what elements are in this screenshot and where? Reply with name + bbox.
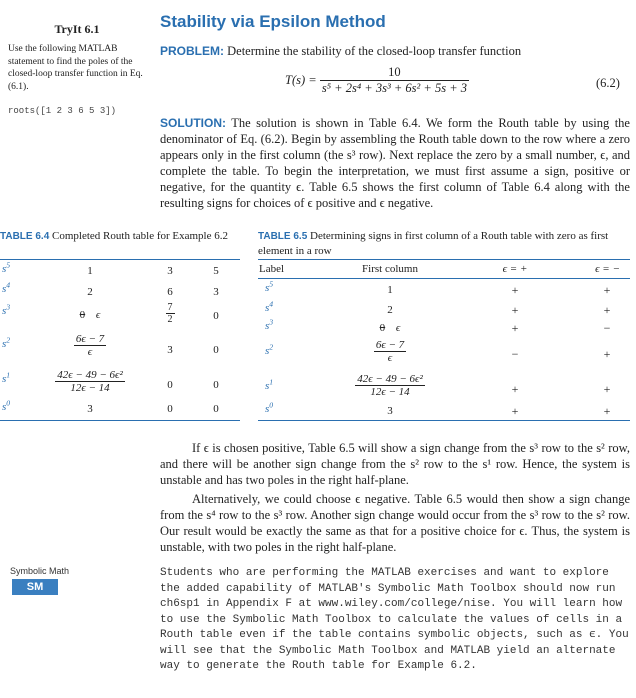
solution-text: The solution is shown in Table 6.4. We form the Routh table by using the denominator of Eq. (6.2). Begin by assembling the Routh table down to the row where a zero appears only in the first column (the s³ row). Next replace the zero by a small number, ϵ, and complete the table. To begin the interpretation, we must first assume a sign, positive or negative, for the quantity ϵ. Table 6.5 shows the first column of Table 6.4 along with the resulting signs for choices of ϵ positive and ϵ negative. <box>160 116 630 210</box>
frac-num: 6ϵ − 7 <box>75 333 105 345</box>
sign-pos: + <box>511 321 519 335</box>
equation-6-2 <box>285 65 469 96</box>
table-cell: 3 <box>213 286 219 298</box>
paragraph-1: If ϵ is chosen positive, Table 6.5 will show a sign change from the s³ row to the s² row, and there will be another sign change from the s² row to the s¹ row. Hence, the system is unstable and has two poles in the right half-plane. <box>160 441 630 487</box>
table-cell-fraction <box>355 339 425 364</box>
table-cell: 3 <box>87 403 93 415</box>
table-cell-fraction <box>160 302 180 325</box>
frac-num: 6ϵ − 7 <box>375 339 405 351</box>
table-cell: 5 <box>213 265 219 277</box>
sign-neg: + <box>603 303 611 317</box>
epsilon: ϵ <box>395 322 401 334</box>
sign-pos: + <box>511 283 519 297</box>
table-cell-struck <box>60 309 120 321</box>
table-6-5-caption-text: Determining signs in first column of a Routh table with zero as first element in a row <box>258 230 609 257</box>
table-row-label: $s^3$ <box>265 317 274 332</box>
table-cell: 2 <box>87 286 93 298</box>
tryit-code: roots([1 2 3 6 5 3]) <box>8 106 117 116</box>
table-cell: 1 <box>387 284 393 296</box>
struck-zero: 0 <box>79 309 86 321</box>
frac-num: 42ϵ − 49 − 6ϵ² <box>57 369 123 381</box>
table-6-4-label: TABLE 6.4 <box>0 231 50 242</box>
table-6-5-caption <box>258 229 630 258</box>
table-cell: 1 <box>87 265 93 277</box>
table-6-5-header-label: Label <box>259 263 285 275</box>
tryit-text: Use the following MATLAB statement to find the poles of the closed-loop transfer function in Eq. (6.1). <box>8 44 143 92</box>
table-row-label: $s^4$ <box>2 280 11 295</box>
sign-neg: + <box>603 404 611 418</box>
symbolic-math-text: Students who are performing the MATLAB exercises and want to explore the added capability of MATLAB's Symbolic Math Toolbox should now run ch6sp1 in Appendix F at www.wiley.com/college/nise. You will learn how to use the Symbolic Math Toolbox to calculate the values of cells in a Routh table even if the table contains symbolic objects, such as ϵ. You will see that the Symbolic Math Toolbox and MATLAB yield an alternate way to generate the Routh table for Example 6.2. <box>160 567 629 672</box>
eq-lhs: T(s) = <box>285 73 317 87</box>
table-6-5-header-eps-neg: ϵ = − <box>595 263 620 275</box>
solution-label: SOLUTION: <box>160 116 226 130</box>
table-cell: 0 <box>167 403 173 415</box>
frac-den: 12ϵ − 14 <box>355 385 425 398</box>
table-6-4-caption <box>0 229 240 244</box>
eq-denominator: s⁵ + 2s⁴ + 3s³ + 6s² + 5s + 3 <box>321 81 468 95</box>
table-row-label: $s^0$ <box>265 400 274 415</box>
sm-badge: SM <box>12 579 58 595</box>
struck-zero: 0 <box>379 322 386 334</box>
table-cell: 6 <box>167 286 173 298</box>
frac-den: ϵ <box>374 351 406 364</box>
table-6-5-header-eps-pos: ϵ = + <box>502 263 528 275</box>
solution-paragraph <box>160 115 630 211</box>
table-cell: 0 <box>213 379 219 391</box>
table-row-label: $s^1$ <box>2 370 11 385</box>
table-6-5-top-rule <box>258 259 630 260</box>
problem-label: PROBLEM: <box>160 44 224 58</box>
problem-statement <box>160 44 630 59</box>
sign-pos: + <box>511 303 519 317</box>
problem-text: Determine the stability of the closed-loop transfer function <box>227 44 522 58</box>
table-cell-fraction <box>55 333 125 358</box>
eq-number: (6.2) <box>596 76 620 90</box>
sign-neg: + <box>603 347 611 361</box>
sign-neg: + <box>603 283 611 297</box>
table-row-label: $s^3$ <box>2 302 11 317</box>
table-row-label: $s^5$ <box>2 260 11 275</box>
table-cell: 3 <box>167 344 173 356</box>
table-6-5-label: TABLE 6.5 <box>258 231 308 242</box>
tryit-box <box>8 22 146 116</box>
tryit-title: TryIt 6.1 <box>54 22 100 36</box>
frac-den: 2 <box>167 314 173 325</box>
table-6-5-bottom-rule <box>258 420 630 421</box>
sign-neg: − <box>603 321 611 335</box>
table-cell: 3 <box>167 265 173 277</box>
table-row-label: $s^4$ <box>265 299 274 314</box>
symbolic-math-label: Symbolic Math <box>10 566 70 576</box>
table-6-5-header-rule <box>258 278 630 279</box>
frac-den: ϵ <box>74 345 106 358</box>
table-cell: 0 <box>213 310 219 322</box>
eq-numerator: 10 <box>388 65 401 79</box>
table-row-label: $s^0$ <box>2 398 11 413</box>
sign-pos: + <box>511 382 519 396</box>
table-cell: 3 <box>387 405 393 417</box>
table-cell: 2 <box>387 304 393 316</box>
table-row-label: $s^2$ <box>265 342 274 357</box>
paragraph-2: Alternatively, we could choose ϵ negative. Table 6.5 would then show a sign change from the s⁴ row to the s³ row. Another sign change would occur from the s³ row to the s² row. Our result would be exactly the same as that for a positive choice for ϵ. Thus, the system is unstable, with two poles in the right half-plane. <box>160 492 630 554</box>
table-6-4-bottom-rule <box>0 420 240 421</box>
table-row-label: $s^2$ <box>2 335 11 350</box>
table-cell: 0 <box>167 379 173 391</box>
table-cell: 0 <box>213 403 219 415</box>
table-row-label: $s^1$ <box>265 377 274 392</box>
section-title: Stability via Epsilon Method <box>160 12 386 31</box>
frac-den: 12ϵ − 14 <box>55 381 125 394</box>
table-cell-struck <box>360 322 420 334</box>
table-6-5-header-first-column: First column <box>362 263 418 275</box>
table-6-4-caption-text: Completed Routh table for Example 6.2 <box>52 230 228 242</box>
table-cell-fraction <box>35 369 145 394</box>
table-row-label: $s^5$ <box>265 279 274 294</box>
sign-pos: + <box>511 404 519 418</box>
sign-neg: + <box>603 382 611 396</box>
table-cell: 0 <box>213 344 219 356</box>
frac-num: 42ϵ − 49 − 6ϵ² <box>357 373 423 385</box>
sign-pos: − <box>511 347 519 361</box>
frac-num: 7 <box>167 302 173 313</box>
table-cell-fraction <box>335 373 445 398</box>
epsilon: ϵ <box>95 309 101 321</box>
table-6-4-top-rule <box>0 259 240 260</box>
